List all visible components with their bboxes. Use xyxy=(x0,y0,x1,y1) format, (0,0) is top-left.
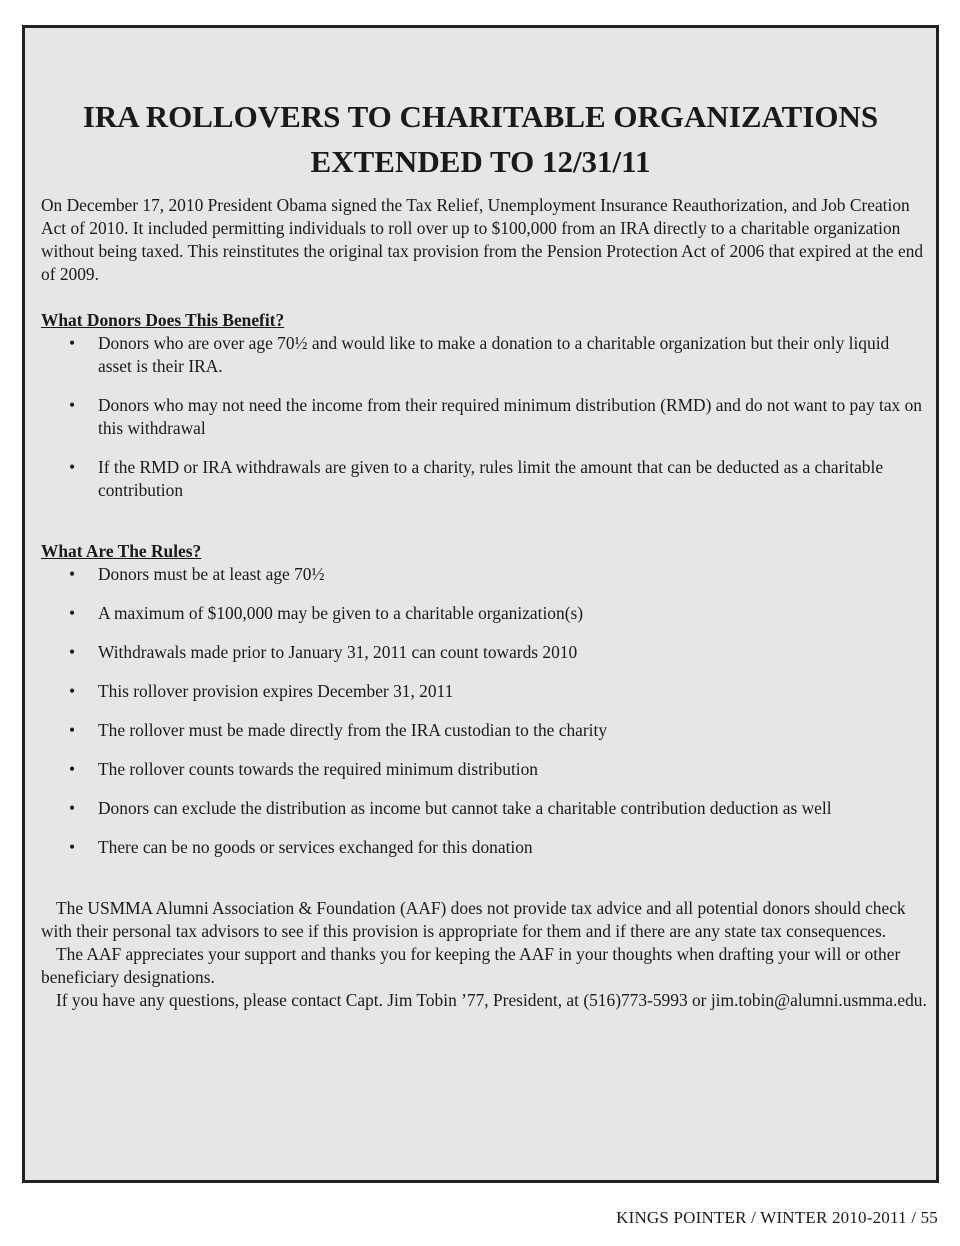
section-heading-rules: What Are The Rules? xyxy=(41,541,202,561)
thanks-paragraph: The AAF appreciates your support and thanks you for keeping the AAF in your thoughts when drafting your will or other beneficiary designations. xyxy=(41,944,901,987)
article-box xyxy=(22,25,939,1183)
article-title xyxy=(25,94,936,184)
rules-list xyxy=(41,563,926,875)
list-item xyxy=(41,456,926,502)
list-item-text: Donors who are over age 70½ and would like to make a donation to a charitable organization but their only liquid asset is their IRA. xyxy=(98,333,890,376)
list-item-text: The rollover counts towards the required minimum distribution xyxy=(98,759,538,779)
list-item xyxy=(41,332,926,378)
list-item xyxy=(41,394,926,440)
list-item-text: Donors can exclude the distribution as income but cannot take a charitable contribution deduction as well xyxy=(98,798,832,818)
closing-section xyxy=(41,897,931,1012)
list-item xyxy=(41,836,926,859)
bullet-icon: • xyxy=(69,395,76,415)
list-item xyxy=(41,563,926,586)
contact-paragraph: If you have any questions, please contact Capt. Jim Tobin ’77, President, at (516)773-5993 or jim.tobin@alumni.usmma.edu. xyxy=(56,990,927,1010)
title-line-1: IRA ROLLOVERS TO CHARITABLE ORGANIZATIONS xyxy=(82,99,879,134)
bullet-icon: • xyxy=(69,564,76,584)
list-item-text: A maximum of $100,000 may be given to a charitable organization(s) xyxy=(98,603,584,623)
disclaimer-paragraph: The USMMA Alumni Association & Foundation (AAF) does not provide tax advice and all potential donors should check with their personal tax advisors to see if this provision is appropriate for them and if there are any state tax consequences. xyxy=(41,898,906,941)
list-item-text: This rollover provision expires December 31, 2011 xyxy=(98,681,454,701)
bullet-icon: • xyxy=(69,333,76,353)
list-item-text: There can be no goods or services exchanged for this donation xyxy=(98,837,533,857)
list-item xyxy=(41,680,926,703)
list-item xyxy=(41,641,926,664)
list-item-text: Withdrawals made prior to January 31, 2011 can count towards 2010 xyxy=(98,642,578,662)
bullet-icon: • xyxy=(69,837,76,857)
bullet-icon: • xyxy=(69,720,76,740)
page-footer: KINGS POINTER / WINTER 2010-2011 / 55 xyxy=(616,1208,938,1227)
list-item-text: The rollover must be made directly from the IRA custodian to the charity xyxy=(98,720,608,740)
list-item xyxy=(41,719,926,742)
list-item xyxy=(41,758,926,781)
title-line-2: EXTENDED TO 12/31/11 xyxy=(310,144,651,179)
bullet-icon: • xyxy=(69,457,76,477)
bullet-icon: • xyxy=(69,642,76,662)
list-item xyxy=(41,602,926,625)
list-item-text: If the RMD or IRA withdrawals are given to a charity, rules limit the amount that can be deducted as a charitable contribution xyxy=(98,457,884,500)
section-heading-donors: What Donors Does This Benefit? xyxy=(41,310,285,330)
bullet-icon: • xyxy=(69,798,76,818)
donor-benefit-list xyxy=(41,332,926,518)
bullet-icon: • xyxy=(69,759,76,779)
bullet-icon: • xyxy=(69,681,76,701)
list-item xyxy=(41,797,926,820)
bullet-icon: • xyxy=(69,603,76,623)
list-item-text: Donors must be at least age 70½ xyxy=(98,564,325,584)
intro-paragraph: On December 17, 2010 President Obama signed the Tax Relief, Unemployment Insurance Reauthorization, and Job Creation Act of 2010. It included permitting individuals to roll over up to $100,000 from an IRA directly to a charitable organization without being taxed. This reinstitutes the original tax provision from the Pension Protection Act of 2006 that expired at the end of 2009. xyxy=(41,195,924,284)
list-item-text: Donors who may not need the income from their required minimum distribution (RMD) and do not want to pay tax on this withdrawal xyxy=(98,395,922,438)
